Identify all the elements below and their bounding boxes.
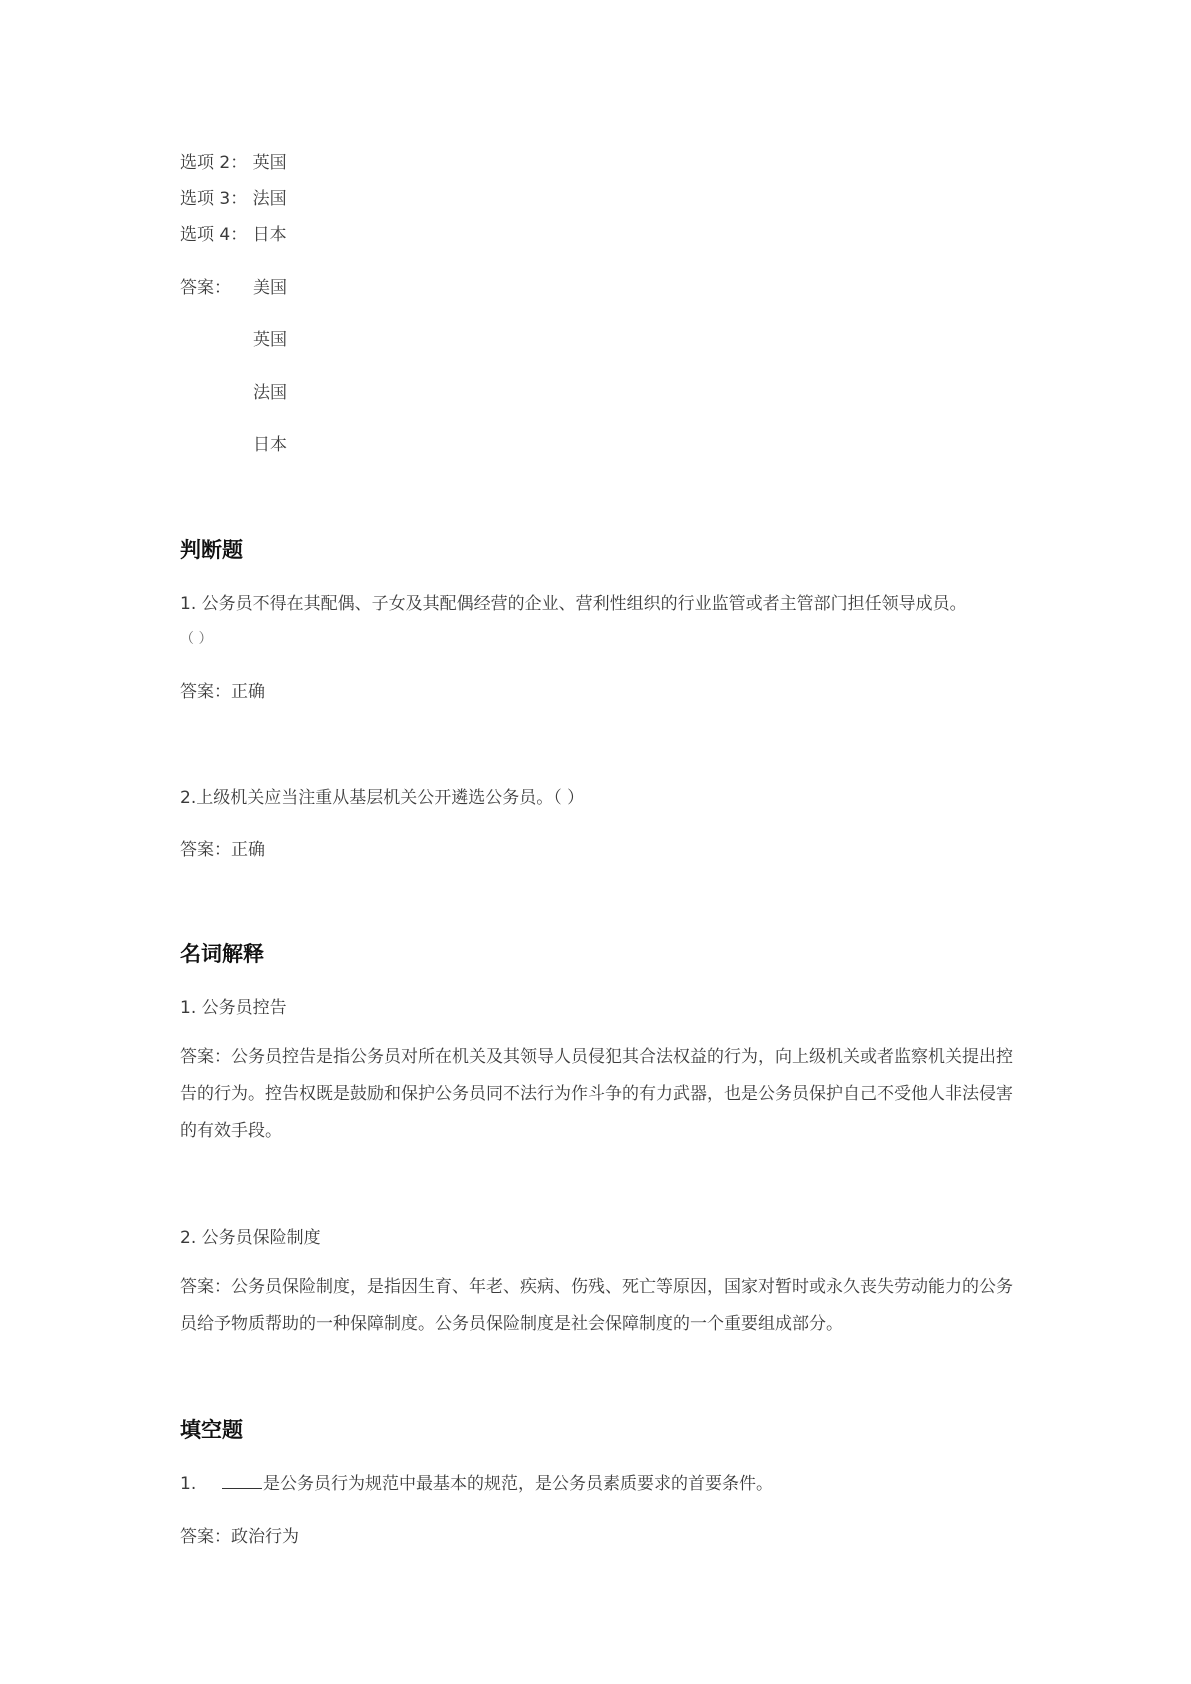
option-2 bbox=[180, 151, 287, 175]
option-4 bbox=[180, 223, 287, 247]
fill-q1-answer: 答案：政治行为 bbox=[180, 1527, 299, 1547]
judgment-q2-text: 2.上级机关应当注重从基层机关公开遴选公务员。（ ） bbox=[180, 788, 585, 808]
option-label: 选项 4： bbox=[180, 225, 248, 245]
terms-q1-title: 1. 公务员控告 bbox=[180, 998, 287, 1018]
judgment-q1-line1: 1. 公务员不得在其配偶、子女及其配偶经营的企业、营利性组织的行业监管或者主管部门担任领导成员。 bbox=[180, 594, 967, 614]
option-label: 选项 3： bbox=[180, 189, 248, 209]
judgment-q1-line2: （ ） bbox=[180, 631, 213, 647]
fill-blank bbox=[222, 1472, 262, 1489]
section-heading-fill: 填空题 bbox=[180, 1418, 243, 1442]
option-3 bbox=[180, 187, 287, 211]
answer-value-4: 日本 bbox=[253, 435, 287, 455]
terms-q2-answer: 答案：公务员保险制度，是指因生育、年老、疾病、伤残、死亡等原因，国家对暂时或永久丧失劳动能力的公务员给予物质帮助的一种保障制度。公务员保险制度是社会保障制度的一个重要组成部分。 bbox=[180, 1277, 1013, 1334]
section-heading-judgment: 判断题 bbox=[180, 538, 243, 562]
terms-q1-answer: 答案：公务员控告是指公务员对所在机关及其领导人员侵犯其合法权益的行为，向上级机关或者监察机关提出控告的行为。控告权既是鼓励和保护公务员同不法行为作斗争的有力武器，也是公务员保护自己不受他人非法侵害的有效手段。 bbox=[180, 1047, 1013, 1141]
section-heading-terms: 名词解释 bbox=[180, 942, 264, 966]
fill-q1-number: 1. bbox=[180, 1474, 197, 1494]
option-value: 日本 bbox=[252, 225, 287, 245]
option-value: 英国 bbox=[252, 153, 287, 173]
option-label: 选项 2： bbox=[180, 153, 248, 173]
fill-q1 bbox=[180, 1472, 773, 1496]
judgment-q2-answer: 答案：正确 bbox=[180, 840, 265, 860]
option-value: 法国 bbox=[252, 189, 287, 209]
answer-value-2: 英国 bbox=[253, 330, 287, 350]
answer-label: 答案： bbox=[180, 278, 231, 298]
fill-q1-text: 是公务员行为规范中最基本的规范，是公务员素质要求的首要条件。 bbox=[263, 1474, 774, 1494]
terms-q2-title: 2. 公务员保险制度 bbox=[180, 1228, 321, 1248]
answer-value-1: 美国 bbox=[253, 278, 287, 298]
judgment-q1-answer: 答案：正确 bbox=[180, 682, 265, 702]
answer-value-3: 法国 bbox=[253, 383, 287, 403]
